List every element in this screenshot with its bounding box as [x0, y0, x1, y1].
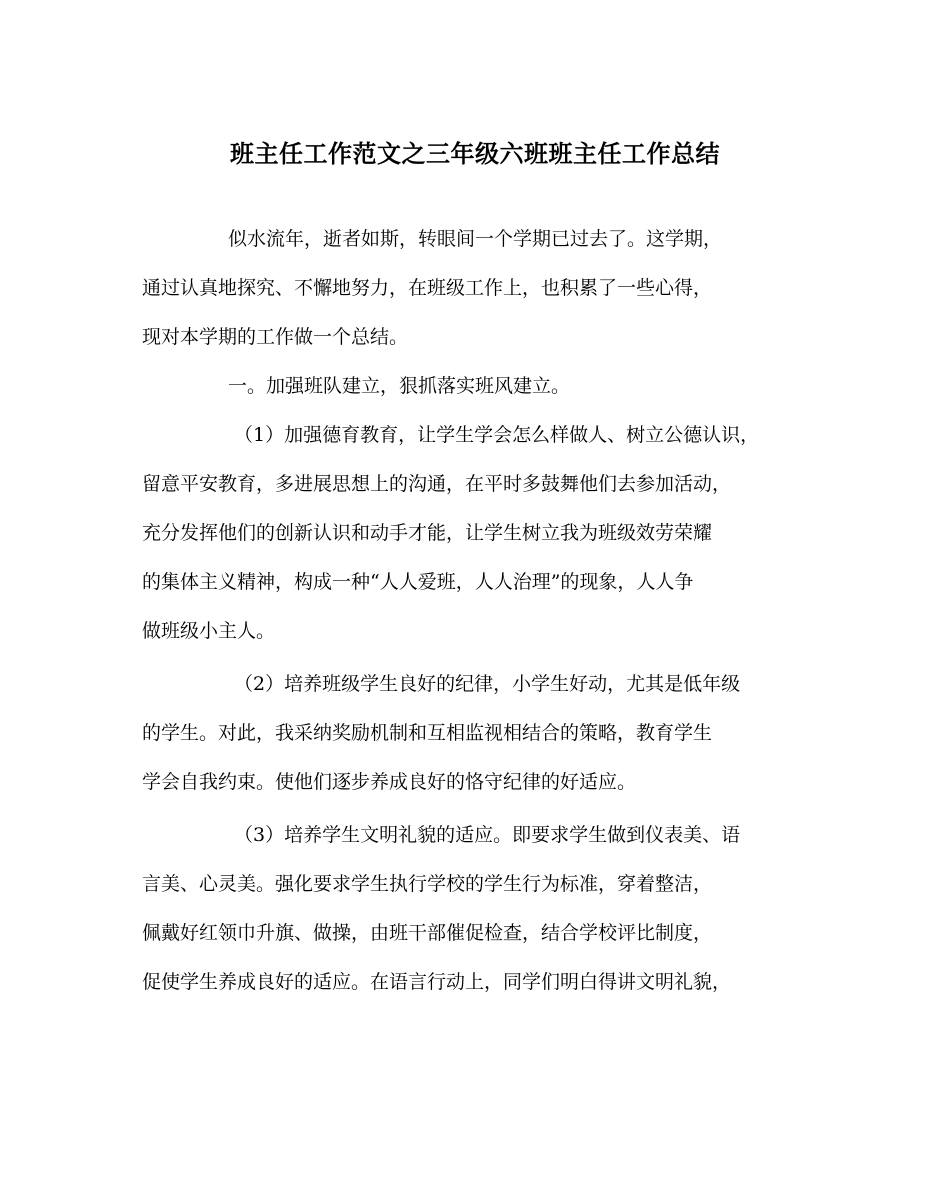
item-2-line-2: 的学生。对此，我采纳奖励机制和互相监视相结合的策略，教育学生 — [142, 722, 713, 744]
paragraph-1-line-2: 通过认真地探究、不懈地努力，在班级工作上，也积累了一些心得， — [142, 277, 713, 299]
item-1-line-1: （1）加强德育教育，让学生学会怎么样做人、树立公德认识， — [234, 424, 760, 446]
item-1-line-2: 留意平安教育，多进展思想上的沟通，在平时多鼓舞他们去参加活动， — [142, 473, 732, 495]
section-heading-1: 一。加强班队建立，狠抓落实班风建立。 — [228, 375, 571, 397]
paragraph-1-line-1: 似水流年，逝者如斯，转眼间一个学期已过去了。这学期， — [228, 228, 723, 250]
paragraph-1-line-3: 现对本学期的工作做一个总结。 — [142, 326, 409, 348]
item-1-line-4: 的集体主义精神，构成一种“人人爱班，人人治理”的现象，人人争 — [142, 571, 694, 593]
document-title: 班主任工作范文之三年级六班班主任工作总结 — [230, 139, 720, 168]
item-1-line-5: 做班级小主人。 — [142, 620, 276, 642]
document-body — [142, 220, 832, 1012]
item-2-line-3: 学会自我约束。使他们逐步养成良好的恪守纪律的好适应。 — [142, 771, 637, 793]
item-3-line-4: 促使学生养成良好的适应。在语言行动上，同学们明白得讲文明礼貌， — [142, 971, 732, 993]
item-1-line-3: 充分发挥他们的创新认识和动手才能，让学生树立我为班级效劳荣耀 — [142, 522, 713, 544]
item-3-line-3: 佩戴好红领巾升旗、做操，由班干部催促检查，结合学校评比制度， — [142, 922, 713, 944]
item-2-line-1: （2）培养班级学生良好的纪律，小学生好动，尤其是低年级 — [234, 673, 741, 695]
item-3-line-1: （3）培养学生文明礼貌的适应。即要求学生做到仪表美、语 — [234, 824, 741, 846]
item-3-line-2: 言美、心灵美。强化要求学生执行学校的学生行为标准，穿着整洁， — [142, 873, 713, 895]
